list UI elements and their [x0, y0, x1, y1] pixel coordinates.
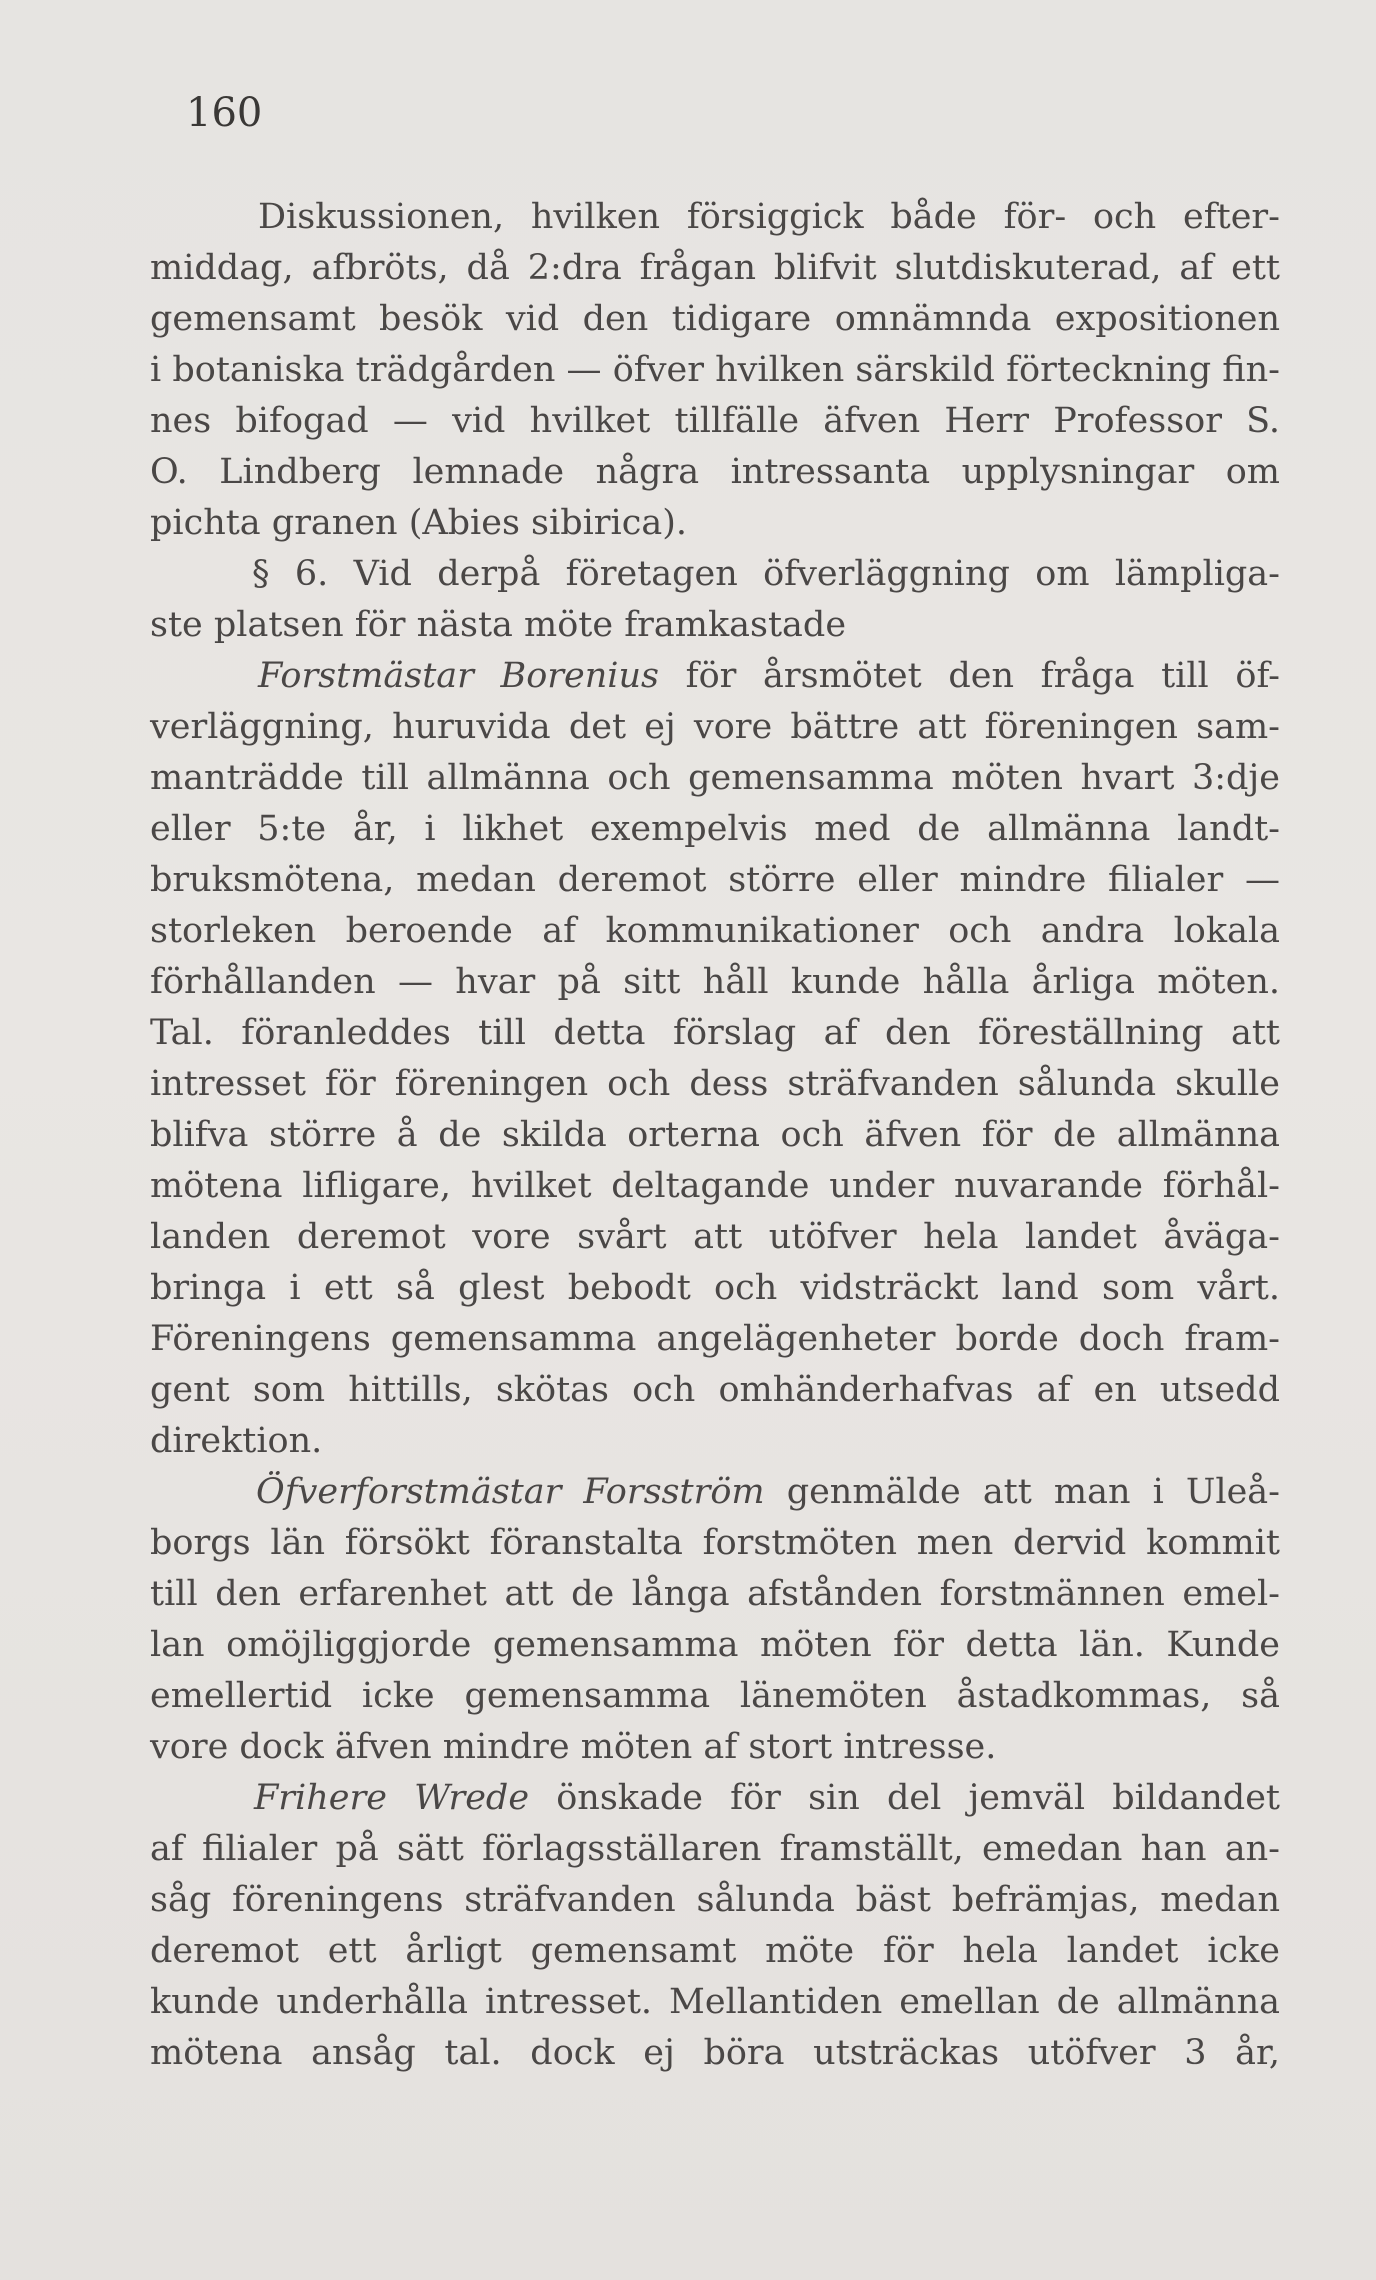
text-line: gemensamt besök vid den tidigare omnämnda expositionen	[150, 299, 1280, 339]
text-line: intresset för föreningen och dess sträfvanden sålunda skulle	[150, 1064, 1280, 1104]
text-line: pichta granen (Abies sibirica).	[150, 503, 687, 543]
text-line: Föreningens gemensamma angelägenheter borde doch fram-	[150, 1319, 1280, 1359]
text-line: gent som hittills, skötas och omhänderhafvas af en utsedd	[150, 1370, 1280, 1410]
text-line: verläggning, huruvida det ej vore bättre att föreningen sam-	[150, 707, 1280, 747]
text-line: Diskussionen, hvilken försiggick både för- och efter-	[258, 197, 1280, 237]
speaker-name-forsstrom: Öfverforstmästar Forsström	[256, 1472, 765, 1512]
text-line: nes bifogad — vid hvilket tillfälle äfven Herr Professor S.	[150, 401, 1280, 441]
text-line: middag, afbröts, då 2:dra frågan blifvit slutdiskuterad, af ett	[150, 248, 1280, 288]
speaker-line-wrede	[150, 1773, 1280, 1824]
text-line: deremot ett årligt gemensamt möte för hela landet icke	[150, 1931, 1280, 1971]
speaker-line-borenius	[150, 651, 1280, 702]
text-line: O. Lindberg lemnade några intressanta upplysningar om	[150, 452, 1280, 492]
body-text	[150, 192, 1280, 2079]
section-heading-line: § 6. Vid derpå företagen öfverläggning om lämpliga-	[252, 554, 1280, 594]
text-line: eller 5:te år, i likhet exempelvis med de allmänna landt-	[150, 809, 1280, 849]
speaker-line-rest: önskade för sin del jemväl bildandet	[529, 1778, 1280, 1818]
speaker-name-borenius: Forstmästar Borenius	[258, 656, 659, 696]
text-line: blifva större å de skilda orterna och äfven för de allmänna	[150, 1115, 1280, 1155]
speaker-line-rest: genmälde att man i Uleå-	[764, 1472, 1281, 1512]
text-line: af filialer på sätt förlagsställaren framställt, emedan han an-	[150, 1829, 1280, 1869]
text-line: såg föreningens sträfvanden sålunda bäst befrämjas, medan	[150, 1880, 1280, 1920]
text-line: mötena lifligare, hvilket deltagande under nuvarande förhål-	[150, 1166, 1280, 1206]
text-line: lan omöjliggjorde gemensamma möten för detta län. Kunde	[150, 1625, 1280, 1665]
text-line: bringa i ett så glest bebodt och vidsträckt land som vårt.	[150, 1268, 1280, 1308]
text-line: emellertid icke gemensamma länemöten åstadkommas, så	[150, 1676, 1280, 1716]
text-line: ste platsen för nästa möte framkastade	[150, 605, 847, 645]
text-line: storleken beroende af kommunikationer och andra lokala	[150, 911, 1280, 951]
text-line: i botaniska trädgården — öfver hvilken särskild förteckning fin-	[150, 350, 1280, 390]
text-line: förhållanden — hvar på sitt håll kunde hålla årliga möten.	[150, 962, 1280, 1002]
text-line: Tal. föranleddes till detta förslag af den föreställning att	[150, 1013, 1280, 1053]
text-line: kunde underhålla intresset. Mellantiden emellan de allmänna	[150, 1982, 1280, 2022]
text-line: mötena ansåg tal. dock ej böra utsträckas utöfver 3 år,	[150, 2033, 1280, 2073]
speaker-line-forsstrom	[150, 1467, 1280, 1518]
speaker-line-rest: för årsmötet den fråga till öf-	[659, 656, 1280, 696]
text-line: borgs län försökt föranstalta forstmöten men dervid kommit	[150, 1523, 1280, 1563]
text-line: landen deremot vore svårt att utöfver hela landet åväga-	[150, 1217, 1280, 1257]
text-line: bruksmötena, medan deremot större eller mindre filialer —	[150, 860, 1280, 900]
text-line: manträdde till allmänna och gemensamma möten hvart 3:dje	[150, 758, 1280, 798]
speaker-name-wrede: Frihere Wrede	[254, 1778, 530, 1818]
text-line: till den erfarenhet att de långa afstånden forstmännen emel-	[150, 1574, 1280, 1614]
text-line: vore dock äfven mindre möten af stort intresse.	[150, 1727, 997, 1767]
page-number: 160	[186, 90, 263, 136]
text-line: direktion.	[150, 1421, 323, 1461]
